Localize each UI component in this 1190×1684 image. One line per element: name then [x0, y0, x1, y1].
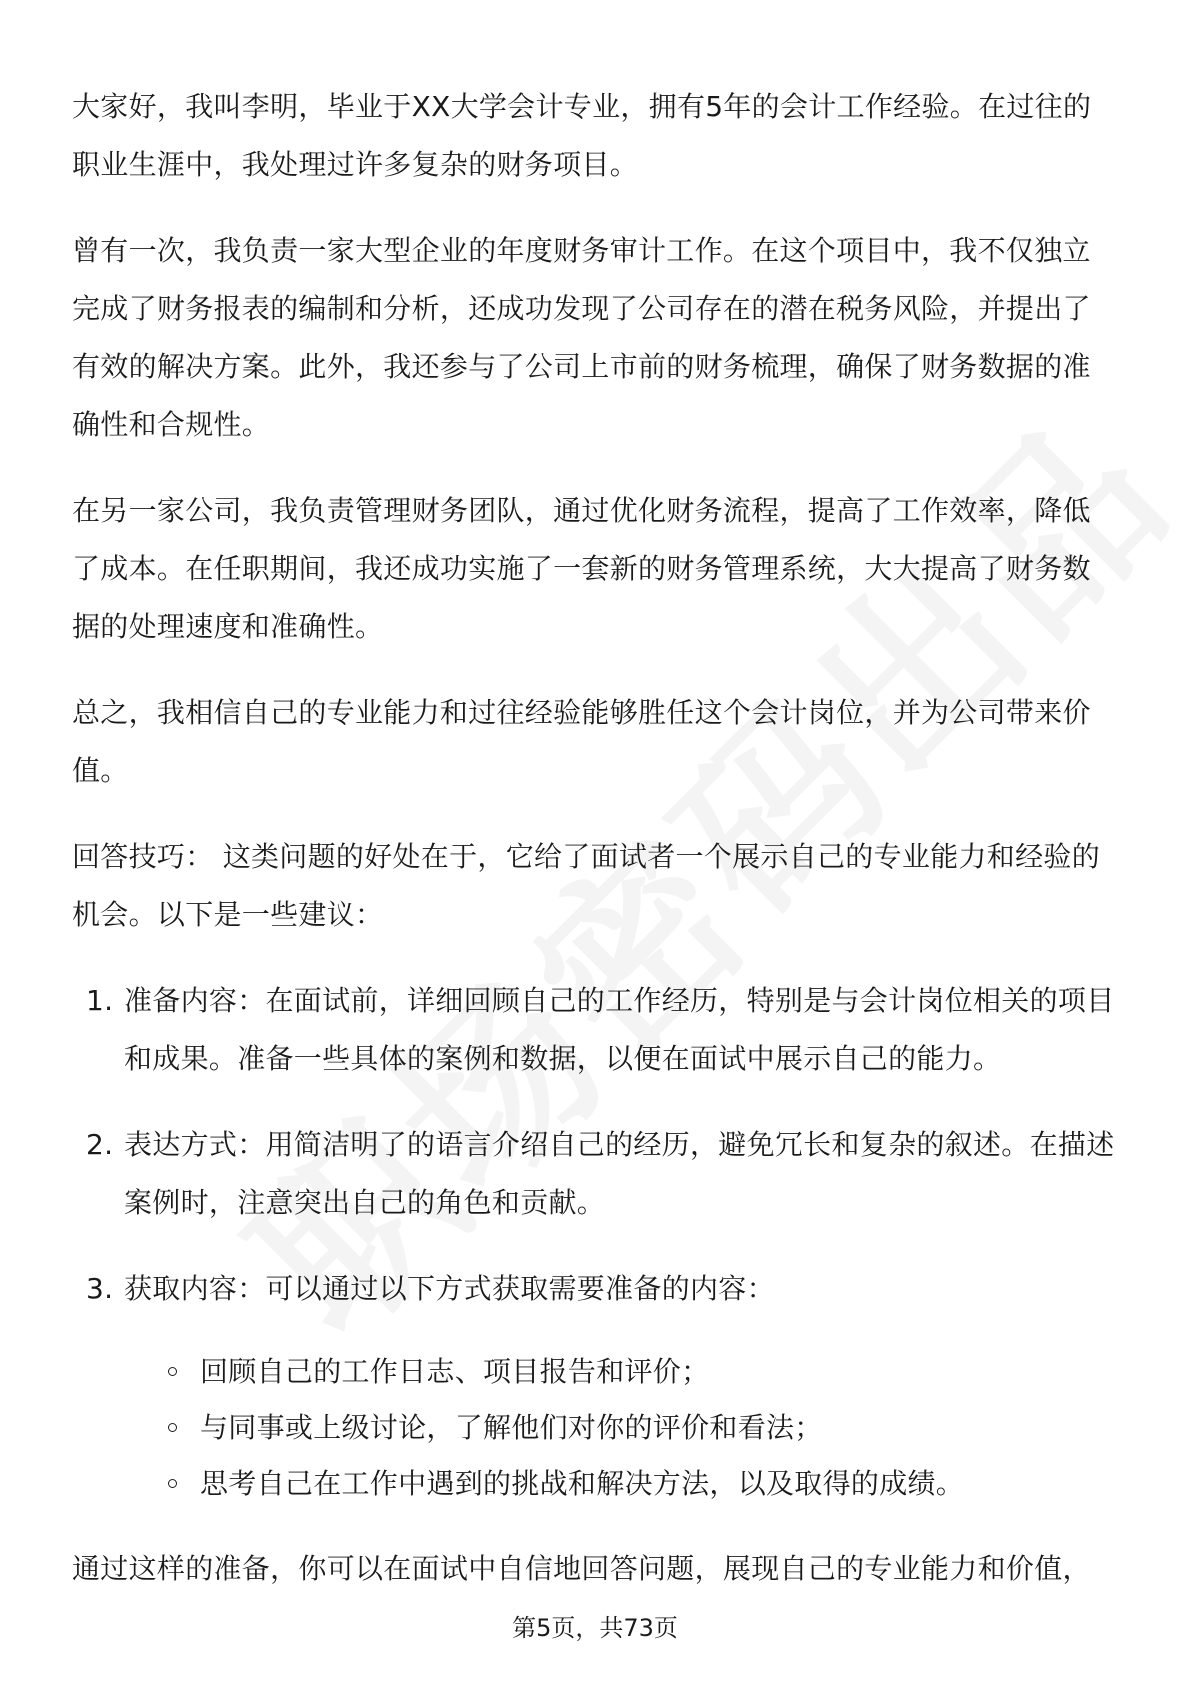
page-number-footer: 第5页，共73页 — [512, 1614, 678, 1642]
list-item — [72, 1116, 1117, 1232]
list-item-number: 2. — [86, 1128, 114, 1161]
list-item-number: 3. — [86, 1272, 114, 1305]
list-item — [72, 1260, 1117, 1512]
sub-list — [124, 1344, 1117, 1512]
closing-paragraph: 通过这样的准备，你可以在面试中自信地回答问题，展现自己的专业能力和价值， — [72, 1552, 1091, 1585]
numbered-list — [72, 972, 1117, 1512]
audit-experience-paragraph: 曾有一次，我负责一家大型企业的年度财务审计工作。在这个项目中，我不仅独立完成了财务报表的编制和分析，还成功发现了公司存在的潜在税务风险，并提出了有效的解决方案。此外，我还参与了公司上市前的财务梳理，确保了财务数据的准确性和合规性。 — [72, 234, 1091, 441]
list-item-number: 1. — [86, 984, 114, 1017]
sub-list-item — [168, 1344, 1117, 1400]
bullet-icon — [168, 1479, 177, 1488]
list-item — [72, 972, 1117, 1088]
sub-list-item — [168, 1456, 1117, 1512]
intro-paragraph: 大家好，我叫李明，毕业于XX大学会计专业，拥有5年的会计工作经验。在过往的职业生涯中，我处理过许多复杂的财务项目。 — [72, 90, 1092, 181]
list-item-text: 表达方式：用简洁明了的语言介绍自己的经历，避免冗长和复杂的叙述。在描述案例时，注意突出自己的角色和贡献。 — [124, 1128, 1115, 1219]
bullet-icon — [168, 1423, 177, 1432]
summary-paragraph: 总之，我相信自己的专业能力和过往经验能够胜任这个会计岗位，并为公司带来价值。 — [72, 696, 1091, 787]
team-management-paragraph: 在另一家公司，我负责管理财务团队，通过优化财务流程，提高了工作效率，降低了成本。在任职期间，我还成功实施了一套新的财务管理系统，大大提高了财务数据的处理速度和准确性。 — [72, 494, 1091, 643]
sub-list-item — [168, 1400, 1117, 1456]
sub-list-item-text: 思考自己在工作中遇到的挑战和解决方法，以及取得的成绩。 — [200, 1467, 965, 1500]
document-body — [72, 78, 1117, 1626]
sub-list-item-text: 与同事或上级讨论，了解他们对你的评价和看法； — [200, 1411, 823, 1444]
bullet-icon — [168, 1367, 177, 1376]
sub-list-item-text: 回顾自己的工作日志、项目报告和评价； — [200, 1355, 710, 1388]
tips-paragraph: 回答技巧： 这类问题的好处在于，它给了面试者一个展示自己的专业能力和经验的机会。以下是一些建议： — [72, 840, 1101, 931]
list-item-text: 获取内容：可以通过以下方式获取需要准备的内容： — [124, 1272, 775, 1305]
list-item-text: 准备内容：在面试前，详细回顾自己的工作经历，特别是与会计岗位相关的项目和成果。准备一些具体的案例和数据，以便在面试中展示自己的能力。 — [124, 984, 1115, 1075]
